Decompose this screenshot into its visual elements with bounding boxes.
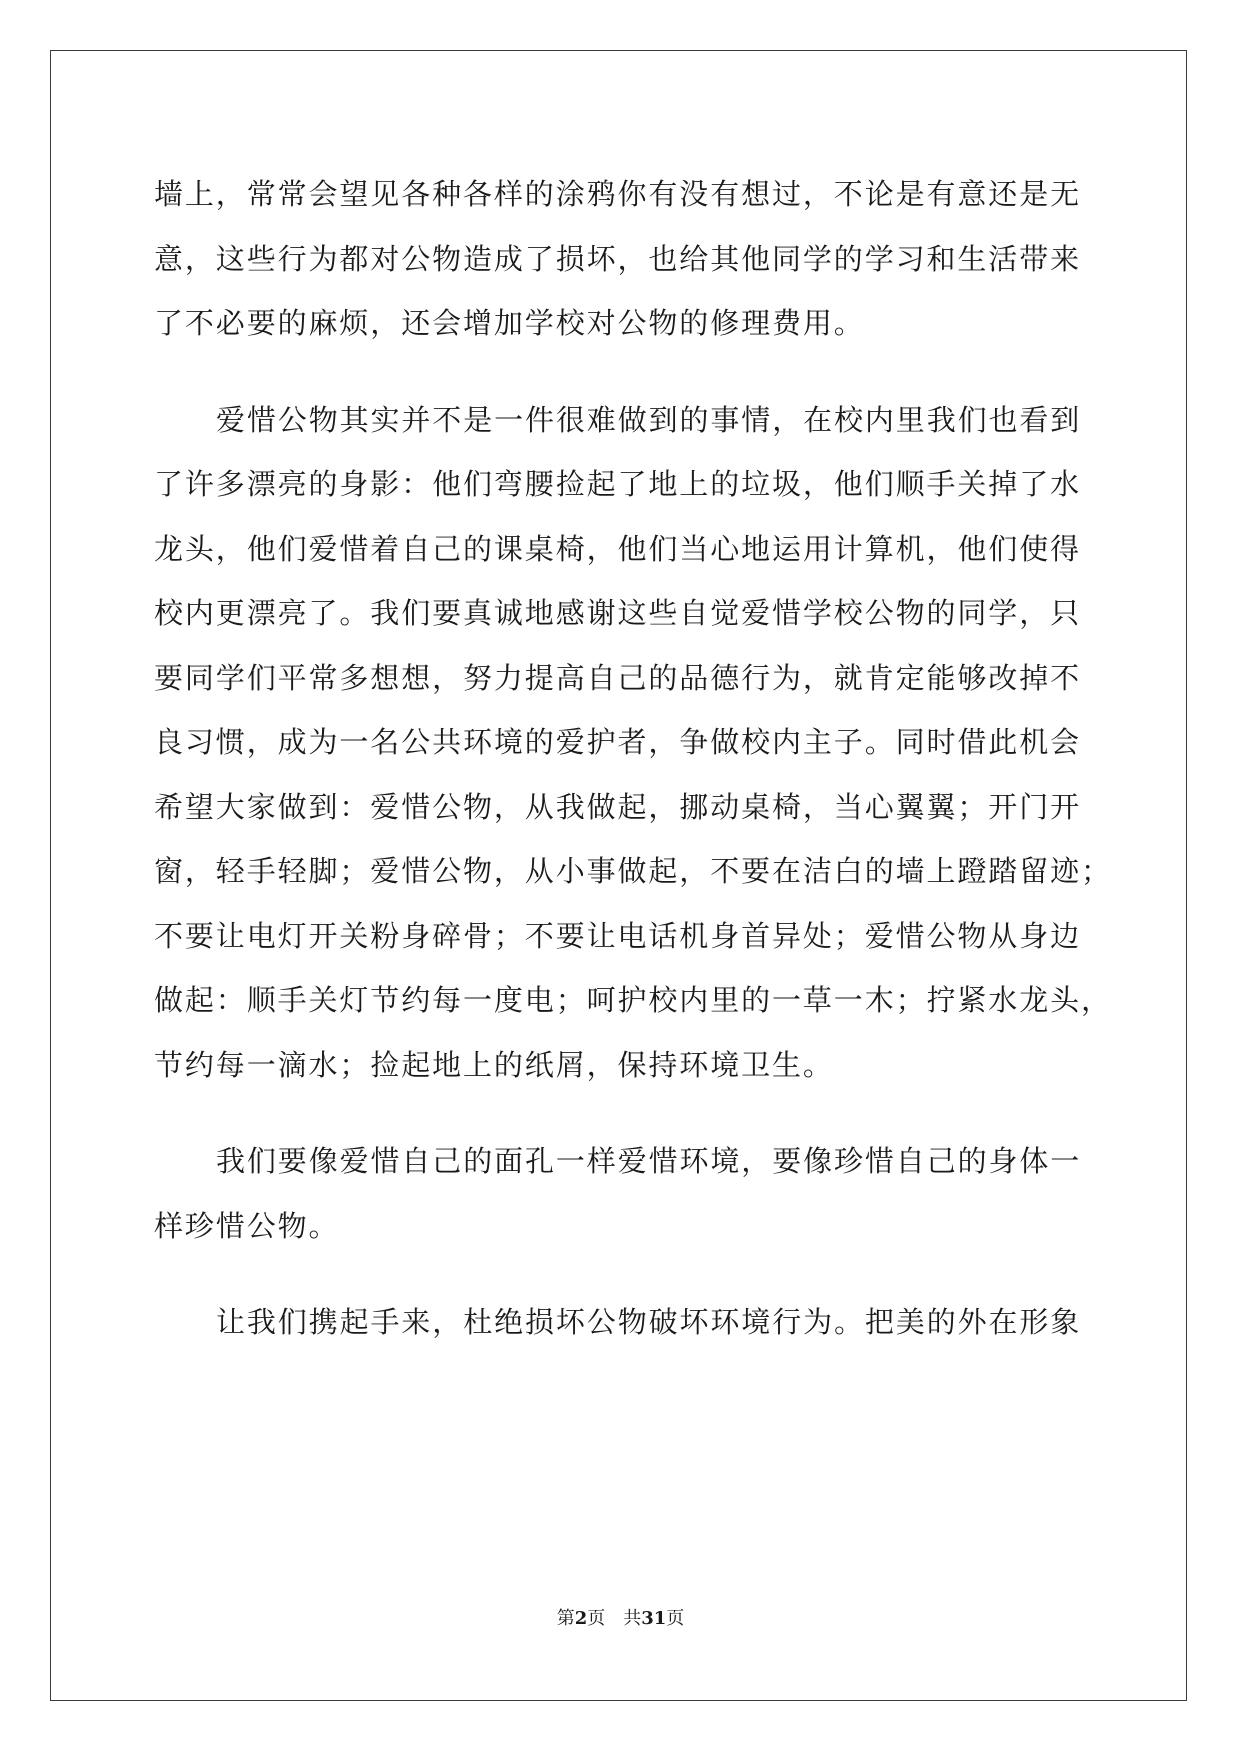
paragraph-gap bbox=[154, 356, 1094, 388]
page-prefix: 第 bbox=[556, 1608, 575, 1629]
text-line: 做起：顺手关灯节约每一度电；呵护校内里的一草一木；拧紧水龙头， bbox=[154, 983, 1112, 1017]
text-line: 节约每一滴水；捡起地上的纸屑，保持环境卫生。 bbox=[154, 1047, 834, 1082]
text-line: 要同学们平常多想想，努力提高自己的品德行为，就肯定能够改掉不 bbox=[154, 660, 1082, 695]
text-line: 了不必要的麻烦，还会增加学校对公物的修理费用。 bbox=[154, 306, 865, 340]
text-line: 墙上，常常会望见各种各样的涂鸦你有没有想过，不论是有意还是无 bbox=[154, 177, 1082, 211]
text-line: 我们要像爱惜自己的面孔一样爱惜环境，要像珍惜自己的身体一 bbox=[216, 1144, 1082, 1178]
text-line: 样珍惜公物。 bbox=[154, 1208, 340, 1243]
total-prefix: 共 bbox=[623, 1608, 642, 1629]
text-line: 希望大家做到：爱惜公物，从我做起，挪动桌椅，当心翼翼；开门开 bbox=[154, 789, 1082, 824]
document-body bbox=[154, 162, 1112, 1355]
page-number: 2 bbox=[574, 1608, 588, 1629]
page-suffix: 页 bbox=[587, 1608, 606, 1629]
total-suffix: 页 bbox=[666, 1608, 685, 1629]
text-line: 不要让电灯开关粉身碎骨；不要让电话机身首异处；爱惜公物从身边 bbox=[154, 918, 1082, 953]
paragraph-gap bbox=[154, 1097, 1094, 1129]
text-line: 窗，轻手轻脚；爱惜公物，从小事做起，不要在洁白的墙上蹬踏留迹； bbox=[154, 854, 1112, 888]
text-line: 良习惯，成为一名公共环境的爱护者，争做校内主子。同时借此机会 bbox=[154, 725, 1082, 759]
text-line: 爱惜公物其实并不是一件很难做到的事情，在校内里我们也看到 bbox=[216, 402, 1082, 437]
page-footer bbox=[0, 1604, 1241, 1630]
text-line: 了许多漂亮的身影：他们弯腰捡起了地上的垃圾，他们顺手关掉了水 bbox=[154, 467, 1082, 501]
text-line: 校内更漂亮了。我们要真诚地感谢这些自觉爱惜学校公物的同学，只 bbox=[154, 596, 1082, 630]
total-pages: 31 bbox=[641, 1608, 667, 1629]
paragraph-gap bbox=[154, 1258, 1094, 1290]
text-line: 龙头，他们爱惜着自己的课桌椅，他们当心地运用计算机，他们使得 bbox=[154, 531, 1082, 566]
text-line: 让我们携起手来，杜绝损坏公物破坏环境行为。把美的外在形象 bbox=[216, 1305, 1082, 1339]
text-line: 意，这些行为都对公物造成了损坏，也给其他同学的学习和生活带来 bbox=[154, 241, 1082, 276]
